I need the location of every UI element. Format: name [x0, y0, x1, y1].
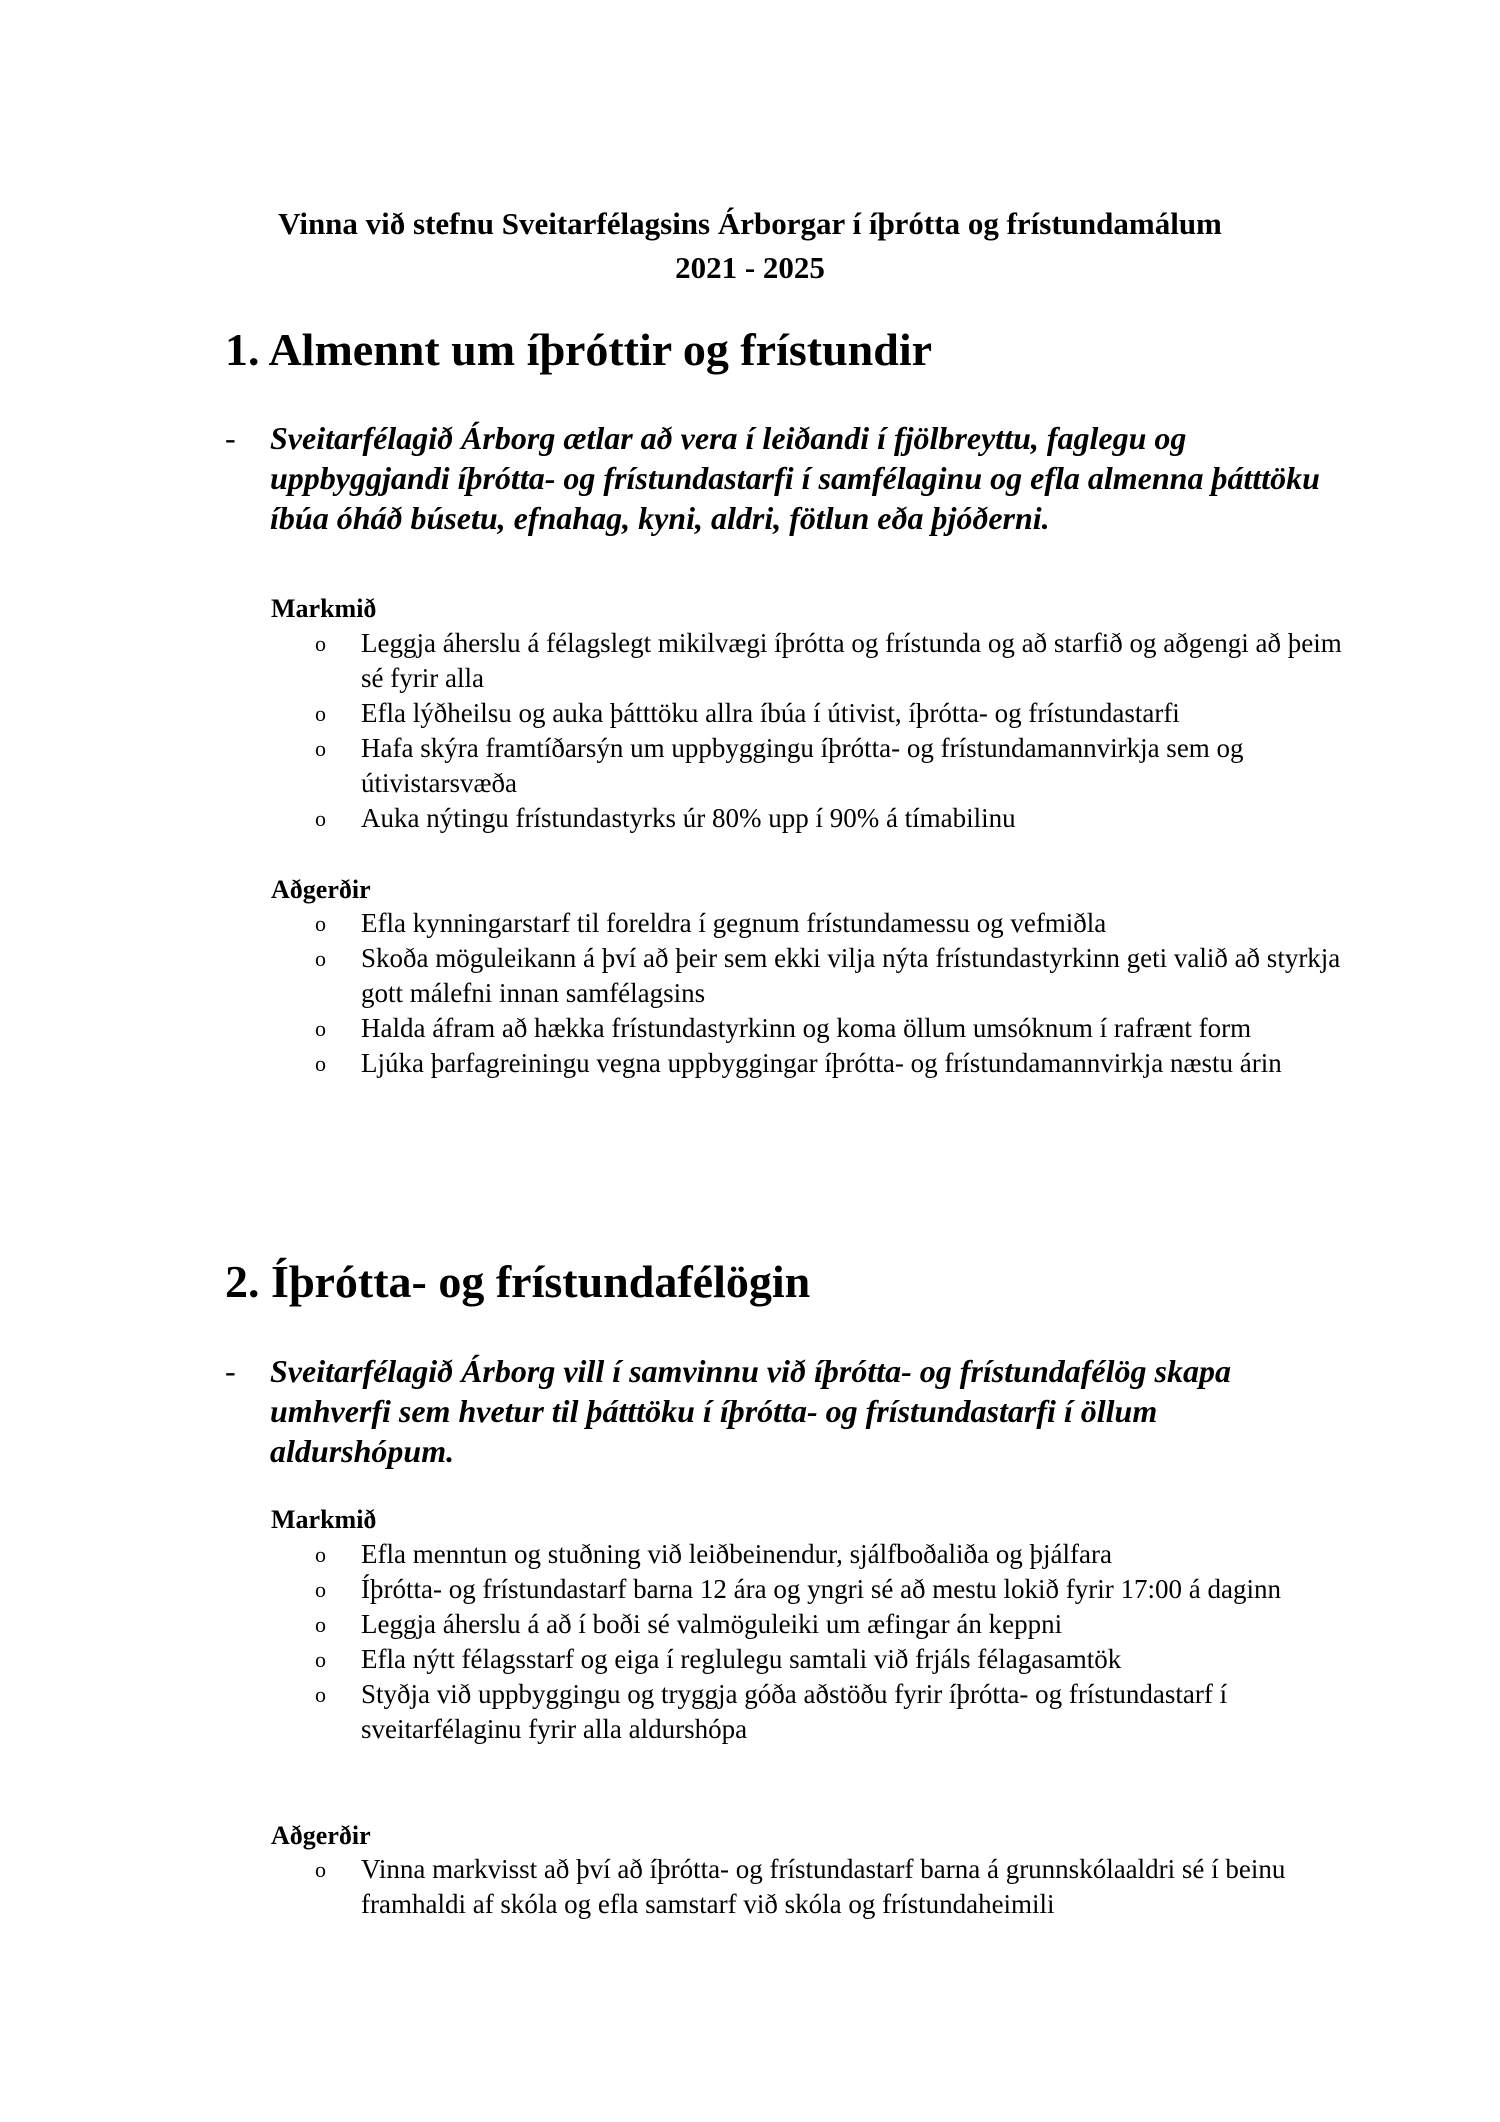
section-1-heading: 1. Almennt um íþróttir og frístundir	[225, 324, 933, 375]
document-title-line-2: 2021 - 2025	[675, 250, 825, 285]
bullet-icon: o	[315, 1857, 326, 1882]
section-2-actions-label: Aðgerðir	[271, 1821, 371, 1850]
list-item: o Halda áfram að hækka frístundastyrkinn og koma öllum umsóknum í rafrænt form	[271, 1011, 1351, 1046]
list-item: o Styðja við uppbyggingu og tryggja góða aðstöðu fyrir íþrótta- og frístundastarf í sveitarfélaginu fyrir alla aldurshópa	[315, 1679, 1228, 1744]
bullet-icon: o	[315, 946, 326, 971]
section-1-goals-list	[271, 626, 1351, 836]
bullet-icon: o	[315, 1682, 326, 1707]
bullet-icon: o	[315, 1542, 326, 1567]
bullet-icon: o	[315, 631, 326, 656]
list-item: o Vinna markvisst að því að íþrótta- og frístundastarf barna á grunnskólaaldri sé í beinu framhaldi af skóla og efla samstarf við skóla og frístundaheimili	[315, 1854, 1286, 1919]
list-item: o Leggja áherslu á félagslegt mikilvægi íþrótta og frístunda og að starfið og aðgengi að þeim sé fyrir alla	[315, 628, 1342, 693]
section-2-goals-label: Markmið	[271, 1505, 377, 1534]
dash-marker: -	[225, 1353, 236, 1389]
list-item: o Íþrótta- og frístundastarf barna 12 ára og yngri sé að mestu lokið fyrir 17:00 á daginn	[271, 1572, 1351, 1607]
bullet-icon: o	[315, 1051, 326, 1076]
list-item: o Efla nýtt félagsstarf og eiga í reglulegu samtali við frjáls félagasamtök	[271, 1642, 1351, 1677]
list-item: o Efla lýðheilsu og auka þátttöku allra íbúa í útivist, íþrótta- og frístundastarfi	[271, 696, 1351, 731]
dash-marker: -	[225, 420, 236, 456]
bullet-icon: o	[315, 1612, 326, 1637]
section-2-goals-list	[271, 1537, 1351, 1747]
bullet-icon: o	[315, 701, 326, 726]
list-item: o Skoða möguleikann á því að þeir sem ekki vilja nýta frístundastyrkinn geti valið að styrkja gott málefni innan samfélagsins	[315, 943, 1341, 1008]
bullet-icon: o	[315, 911, 326, 936]
list-item: o Efla menntun og stuðning við leiðbeinendur, sjálfboðaliða og þjálfara	[271, 1537, 1351, 1572]
list-item: o Efla kynningarstarf til foreldra í gegnum frístundamessu og vefmiðla	[271, 906, 1351, 941]
section-1-actions-list	[271, 906, 1351, 1081]
section-1-intro-text: Sveitarfélagið Árborg ætlar að vera í leiðandi í fjölbreyttu, faglegu og uppbyggjandi íþrótta- og frístundastarfi í samfélaginu og efla almenna þátttöku íbúa óháð búsetu, efnahag, kyni, aldri, fötlun eða þjóðerni.	[270, 420, 1320, 536]
bullet-icon: o	[315, 1016, 326, 1041]
section-2-intro-text: Sveitarfélagið Árborg vill í samvinnu við íþrótta- og frístundafélög skapa umhverfi sem hvetur til þátttöku í íþrótta- og frístundastarfi í öllum aldurshópum.	[270, 1353, 1231, 1469]
section-2-heading: 2. Íþrótta- og frístundafélögin	[225, 1256, 811, 1307]
section-1-actions-label: Aðgerðir	[271, 875, 371, 904]
list-item: o Hafa skýra framtíðarsýn um uppbyggingu íþrótta- og frístundamannvirkja sem og útivistarsvæða	[315, 733, 1244, 798]
list-item: o Auka nýtingu frístundastyrks úr 80% upp í 90% á tímabilinu	[271, 801, 1351, 836]
bullet-icon: o	[315, 806, 326, 831]
section-1-goals-label: Markmið	[271, 594, 377, 623]
section-2-actions-list	[271, 1852, 1351, 1922]
list-item: o Leggja áherslu á að í boði sé valmöguleiki um æfingar án keppni	[271, 1607, 1351, 1642]
bullet-icon: o	[315, 1647, 326, 1672]
bullet-icon: o	[315, 1577, 326, 1602]
list-item: o Ljúka þarfagreiningu vegna uppbyggingar íþrótta- og frístundamannvirkja næstu árin	[271, 1046, 1351, 1081]
document-title-line-1: Vinna við stefnu Sveitarfélagsins Árborgar í íþrótta og frístundamálum	[278, 206, 1222, 241]
bullet-icon: o	[315, 736, 326, 761]
